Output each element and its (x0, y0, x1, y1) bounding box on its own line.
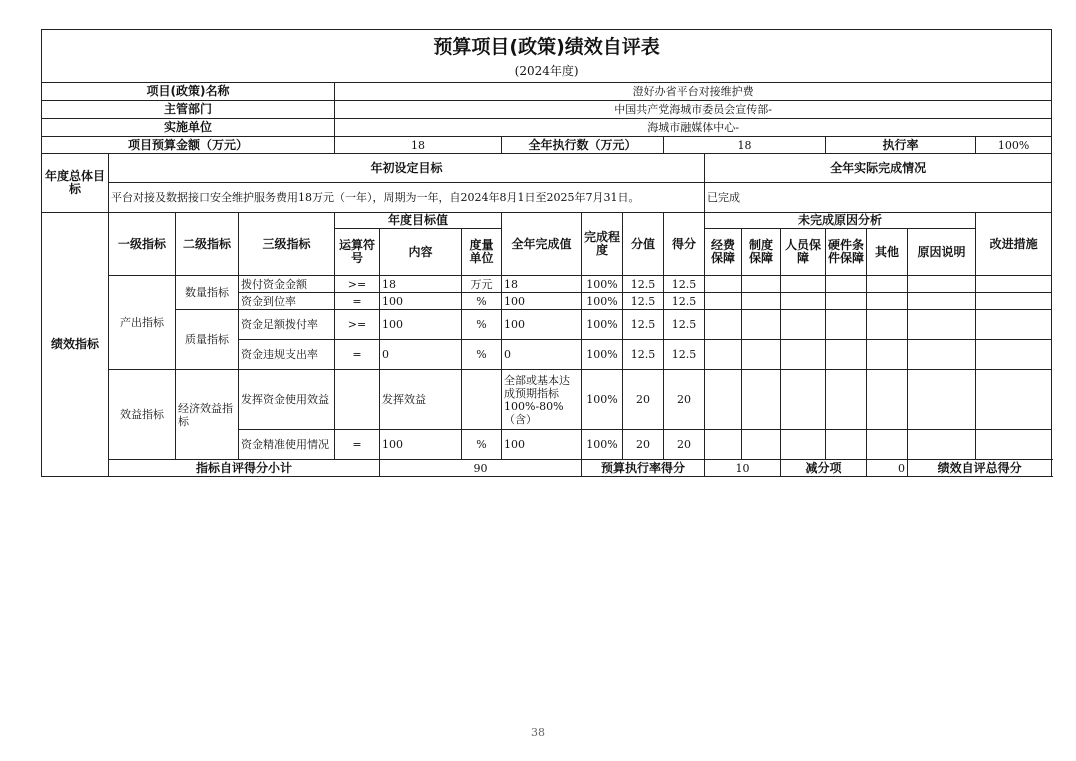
indicator-unit: % (462, 293, 502, 310)
indicator-score: 20 (664, 430, 705, 460)
indicator-op: = (335, 340, 380, 370)
indicator-score: 12.5 (664, 293, 705, 310)
report-year: (2024年度) (42, 62, 1052, 83)
indicator-unit (462, 370, 502, 430)
header-r-system: 制度保障 (742, 229, 781, 276)
dept-value: 中国共产党海城市委员会宣传部- (335, 101, 1052, 119)
indicator-completion: 100% (582, 276, 623, 293)
subtotal-value: 90 (380, 460, 582, 477)
indicator-done: 0 (502, 340, 582, 370)
indicator-max: 12.5 (623, 340, 664, 370)
indicator-name: 资金违规支出率 (239, 340, 335, 370)
indicator-op: = (335, 430, 380, 460)
indicator-content: 100 (380, 310, 462, 340)
exec-score-value: 10 (705, 460, 781, 477)
indicator-done: 18 (502, 276, 582, 293)
indicator-content: 100 (380, 430, 462, 460)
indicator-unit: % (462, 430, 502, 460)
indicator-max: 12.5 (623, 276, 664, 293)
header-unit: 度量单位 (462, 229, 502, 276)
page-number: 38 (531, 726, 545, 739)
exec-label: 全年执行数（万元） (502, 137, 664, 154)
rate-value: 100% (976, 137, 1052, 154)
header-score-max: 分值 (623, 213, 664, 276)
budget-value: 18 (335, 137, 502, 154)
header-r-funds: 经费保障 (705, 229, 742, 276)
header-level3: 三级指标 (239, 213, 335, 276)
header-op: 运算符号 (335, 229, 380, 276)
exec-value: 18 (664, 137, 826, 154)
indicator-score: 12.5 (664, 310, 705, 340)
indicator-score: 12.5 (664, 340, 705, 370)
indicator-max: 20 (623, 430, 664, 460)
indicator-content: 100 (380, 293, 462, 310)
actual-header: 全年实际完成情况 (705, 154, 1052, 183)
header-r-note: 原因说明 (908, 229, 976, 276)
header-year-done: 全年完成值 (502, 213, 582, 276)
evaluation-table (41, 29, 1052, 477)
actual-text: 已完成 (705, 183, 1052, 213)
page-title: 预算项目(政策)绩效自评表 (42, 30, 1052, 62)
indicator-op: >= (335, 276, 380, 293)
indicator-done: 全部或基本达成预期指标100%-80%（含） (502, 370, 582, 430)
unit-label: 实施单位 (42, 119, 335, 137)
goal-text: 平台对接及数据接口安全维护服务费用18万元（一年），周期为一年，自2024年8月1日至2025年7月31日。 (109, 183, 705, 213)
indicator-max: 12.5 (623, 310, 664, 340)
indicator-unit: % (462, 310, 502, 340)
indicator-content: 0 (380, 340, 462, 370)
indicator-max: 20 (623, 370, 664, 430)
unit-value: 海城市融媒体中心- (335, 119, 1052, 137)
indicator-done: 100 (502, 430, 582, 460)
budget-label: 项目预算金额（万元） (42, 137, 335, 154)
indicator-score: 12.5 (664, 276, 705, 293)
indicator-done: 100 (502, 310, 582, 340)
indicator-op (335, 370, 380, 430)
indicator-unit: 万元 (462, 276, 502, 293)
indicator-name: 拨付资金金额 (239, 276, 335, 293)
table-row (42, 276, 1052, 293)
indicator-name: 发挥资金使用效益 (239, 370, 335, 430)
group-benefit: 效益指标 (109, 370, 176, 460)
header-reason-group: 未完成原因分析 (705, 213, 976, 229)
total-label: 绩效自评总得分 (908, 460, 1052, 477)
header-r-other: 其他 (867, 229, 908, 276)
exec-score-label: 预算执行率得分 (582, 460, 705, 477)
indicator-max: 12.5 (623, 293, 664, 310)
evaluation-sheet (41, 29, 1052, 477)
group-quality: 质量指标 (176, 310, 239, 370)
deduct-value: 0 (867, 460, 908, 477)
group-economic: 经济效益指标 (176, 370, 239, 460)
deduct-label: 减分项 (781, 460, 867, 477)
header-r-staff: 人员保障 (781, 229, 826, 276)
rate-label: 执行率 (826, 137, 976, 154)
table-row (42, 310, 1052, 340)
perf-label: 绩效指标 (42, 213, 109, 477)
dept-label: 主管部门 (42, 101, 335, 119)
header-content: 内容 (380, 229, 462, 276)
header-level2: 二级指标 (176, 213, 239, 276)
group-quantity: 数量指标 (176, 276, 239, 310)
indicator-score: 20 (664, 370, 705, 430)
indicator-completion: 100% (582, 310, 623, 340)
indicator-op: >= (335, 310, 380, 340)
project-name-label: 项目(政策)名称 (42, 83, 335, 101)
indicator-name: 资金足额拨付率 (239, 310, 335, 340)
goal-section-label: 年度总体目标 (42, 154, 109, 213)
indicator-unit: % (462, 340, 502, 370)
subtotal-label: 指标自评得分小计 (109, 460, 380, 477)
indicator-name: 资金精准使用情况 (239, 430, 335, 460)
header-improve: 改进措施 (976, 213, 1052, 276)
project-name: 澄好办省平台对接维护费 (335, 83, 1052, 101)
group-output: 产出指标 (109, 276, 176, 370)
indicator-op: = (335, 293, 380, 310)
header-target-value: 年度目标值 (335, 213, 502, 229)
indicator-done: 100 (502, 293, 582, 310)
table-row (42, 370, 1052, 430)
header-completion: 完成程度 (582, 213, 623, 276)
header-score: 得分 (664, 213, 705, 276)
indicator-content: 发挥效益 (380, 370, 462, 430)
goal-header: 年初设定目标 (109, 154, 705, 183)
indicator-completion: 100% (582, 370, 623, 430)
header-level1: 一级指标 (109, 213, 176, 276)
indicator-completion: 100% (582, 430, 623, 460)
header-r-hardware: 硬件条件保障 (826, 229, 867, 276)
indicator-completion: 100% (582, 293, 623, 310)
indicator-content: 18 (380, 276, 462, 293)
indicator-completion: 100% (582, 340, 623, 370)
indicator-name: 资金到位率 (239, 293, 335, 310)
